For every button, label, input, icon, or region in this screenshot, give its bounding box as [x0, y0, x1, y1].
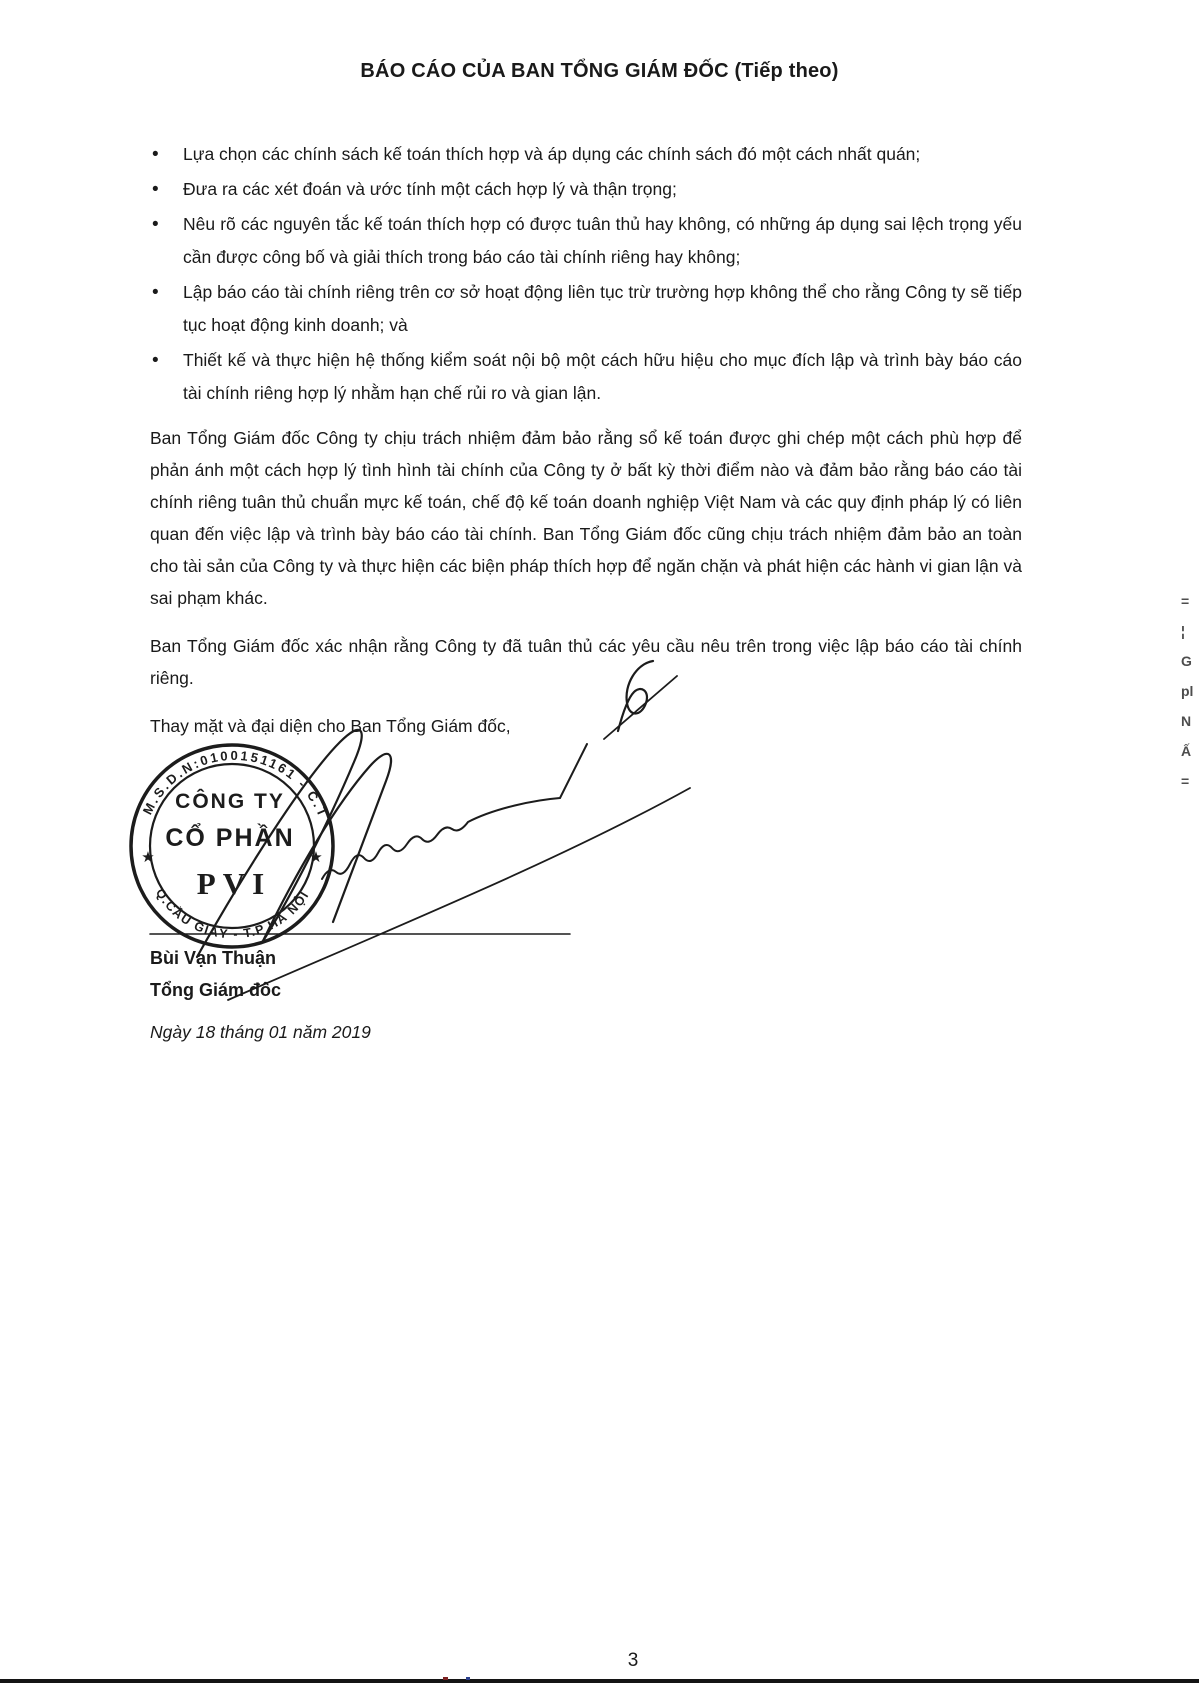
bullet-item: • Lựa chọn các chính sách kế toán thích hợp và áp dụng các chính sách đó một cách nhất quán;	[150, 138, 1022, 171]
seal-ring-top-text: M.S.D.N:0100151161 - C.T	[139, 747, 332, 821]
signature-flourish-tail	[604, 676, 677, 739]
date-line: Ngày 18 tháng 01 năm 2019	[150, 1022, 371, 1042]
seal-pvi-word: PVI	[196, 866, 272, 901]
seal-company-word: CÔNG TY	[175, 790, 285, 813]
bullet-item: • Đưa ra các xét đoán và ước tính một cách hợp lý và thận trọng;	[150, 173, 1022, 206]
edge-artifact-glyph: =	[1181, 773, 1190, 788]
page-number: 3	[627, 1650, 639, 1671]
scan-bottom-edge-line	[0, 1679, 1199, 1683]
bullet-item: • Thiết kế và thực hiện hệ thống kiểm soát nội bộ một cách hữu hiệu cho mục đích lập và trình bày báo cáo tài chính riêng hợp lý nhằm hạn chế rủi ro và gian lận.	[150, 344, 1022, 410]
edge-artifact-glyph: G	[1181, 653, 1192, 669]
edge-artifact-glyph: pl	[1181, 683, 1194, 699]
edge-artifact-glyph: ¦	[1181, 623, 1185, 639]
seal-ring-bottom-text: Q.CẦU GIẤY - T.P HÀ NỘI	[152, 886, 313, 942]
bullet-item: • Lập báo cáo tài chính riêng trên cơ sở hoạt động liên tục trừ trường hợp không thể cho rằng Công ty sẽ tiếp tục hoạt động kinh doanh; và	[150, 276, 1022, 342]
seal-left-star-icon: ★	[141, 849, 155, 866]
paragraph-responsibility: Ban Tổng Giám đốc Công ty chịu trách nhiệm đảm bảo rằng sổ kế toán được ghi chép một cách phù hợp để phản ánh một cách hợp lý tình hình tài chính của Công ty ở bất kỳ thời điểm nào và đảm bảo rằng báo cáo tài chính riêng tuân thủ chuẩn mực kế toán, chế độ kế toán doanh nghiệp Việt Nam và các quy định pháp lý có liên quan đến việc lập và trình bày báo cáo tài chính. Ban Tổng Giám đốc cũng chịu trách nhiệm đảm bảo an toàn cho tài sản của Công ty và thực hiện các biện pháp thích hợp để ngăn chặn và phát hiện các hành vi gian lận và sai phạm khác.	[150, 428, 1022, 608]
seal-cophan-word: CỔ PHẦN	[165, 824, 295, 852]
signoff-lead-in: Thay mặt và đại diện cho Ban Tổng Giám đốc,	[150, 716, 511, 736]
scan-speck-blue	[466, 1677, 470, 1680]
edge-artifact-glyph: =	[1181, 594, 1190, 609]
paragraph-confirmation: Ban Tổng Giám đốc xác nhận rằng Công ty đã tuân thủ các yêu cầu nêu trên trong việc lập báo cáo tài chính riêng.	[150, 636, 1022, 688]
edge-artifact-glyph: N	[1181, 713, 1192, 729]
signature-wave-stroke	[322, 744, 587, 879]
scan-speck-red	[443, 1677, 448, 1680]
signer-title: Tổng Giám đốc	[150, 980, 282, 1000]
page-title: BÁO CÁO CỦA BAN TỔNG GIÁM ĐỐC (Tiếp theo)	[360, 60, 839, 82]
scan-edge-artifacts	[1181, 594, 1199, 788]
seal-right-star-icon: ★	[309, 849, 323, 866]
signer-name: Bùi Vạn Thuận	[150, 948, 276, 968]
company-seal-stamp	[131, 745, 333, 947]
bullet-item: • Nêu rõ các nguyên tắc kế toán thích hợp có được tuân thủ hay không, có những áp dụng sai lệch trọng yếu cần được công bố và giải thích trong báo cáo tài chính riêng hay không;	[150, 208, 1022, 274]
edge-artifact-glyph: Ấ	[1181, 743, 1192, 759]
signature-flourish	[618, 661, 653, 731]
